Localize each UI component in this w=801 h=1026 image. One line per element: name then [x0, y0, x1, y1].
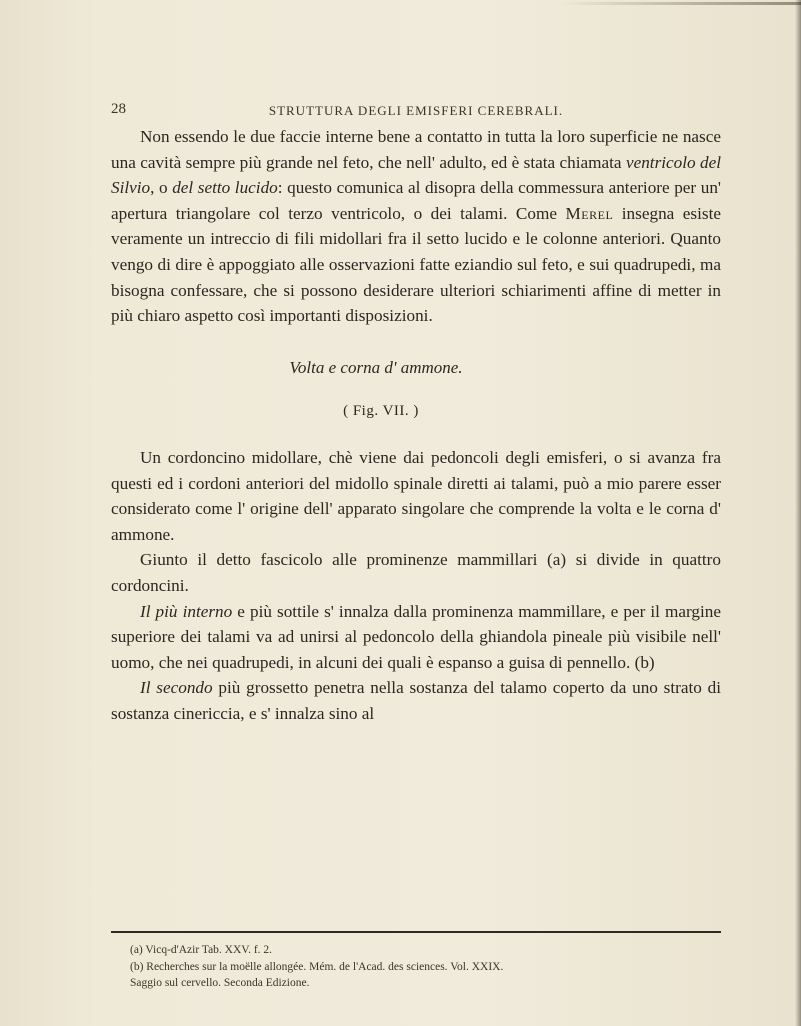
- body-text: [111, 124, 721, 726]
- paragraph-3: Giunto il detto fascicolo alle prominenze mammillari (a) si divide in quattro cordoncini.: [111, 550, 721, 595]
- footnote-b-continued: Saggio sul cervello. Seconda Edizione.: [130, 977, 310, 989]
- italic-term: Il più interno: [140, 601, 233, 621]
- footnote-rule: [111, 931, 721, 933]
- running-title: STRUTTURA DEGLI EMISFERI CEREBRALI.: [268, 103, 564, 118]
- text-run: insegna esiste veramente un intreccio di fili midollari fra il setto lucido e le colonne anteriori. Quanto vengo di dire è appoggiato alle osservazioni fatte eziandio sul feto, e sui quadrupedi, ma bisogna confessare, che si possono desiderare ulteriori schiarimenti affine di metter in più chiaro aspetto così importanti disposizioni.: [111, 203, 721, 326]
- section-title: Volta e corna d' ammone.: [289, 357, 463, 377]
- text-run: : questo comunica al disopra della commessura anteriore per un' apertura triangolare col terzo ventricolo, o dei talami. Come: [111, 178, 722, 223]
- page-header: [111, 101, 721, 121]
- footnote-a: (a) Vicq-d'Azir Tab. XXV. f. 2.: [130, 944, 273, 956]
- footnote-b: (b) Recherches sur la moëlle allongée. Mém. de l'Acad. des sciences. Vol. XXIX.: [130, 960, 504, 973]
- paragraph-5: [111, 675, 721, 726]
- page-number: 28: [111, 101, 126, 117]
- paragraph-2: Un cordoncino midollare, chè viene dai pedoncoli degli emisferi, o si avanza fra questi ed i cordoni anteriori del midollo spinale diretti ai talami, può a mio parere esser considerato come l' origine dell' apparato singolare che comprende la volta e le corna d' ammone.: [111, 447, 721, 544]
- italic-term: del setto lucido: [172, 178, 278, 198]
- author-name: Merel: [565, 203, 614, 223]
- figure-label: ( Fig. VII. ): [343, 403, 419, 420]
- paragraph-4: [111, 599, 721, 676]
- italic-term: ventricolo del Silvio: [111, 152, 721, 198]
- footnotes: [130, 942, 722, 992]
- top-edge-shadow: [560, 2, 801, 5]
- text-run: , o: [150, 178, 173, 198]
- italic-term: Il secondo: [140, 678, 213, 698]
- page-edge-shadow: [795, 0, 801, 1026]
- text-run: Non essendo le due faccie interne bene a contatto in tutta la loro superficie ne nasce una cavità sempre più grande nel feto, che nell' adulto, ed è stata chiamata: [111, 127, 721, 172]
- paragraph-1: [111, 124, 721, 329]
- text-run: e più sottile s' innalza dalla prominenza mammillare, e per il margine superiore dei talami va ad unirsi al pedoncolo della ghiandola pineale più visibile nell' uomo, che nei quadrupedi, in alcuni dei quali è espanso a guisa di pennello. (b): [111, 601, 721, 672]
- text-run: più grossetto penetra nella sostanza del talamo coperto da uno strato di sostanza cinericcia, e s' innalza sino al: [111, 678, 721, 723]
